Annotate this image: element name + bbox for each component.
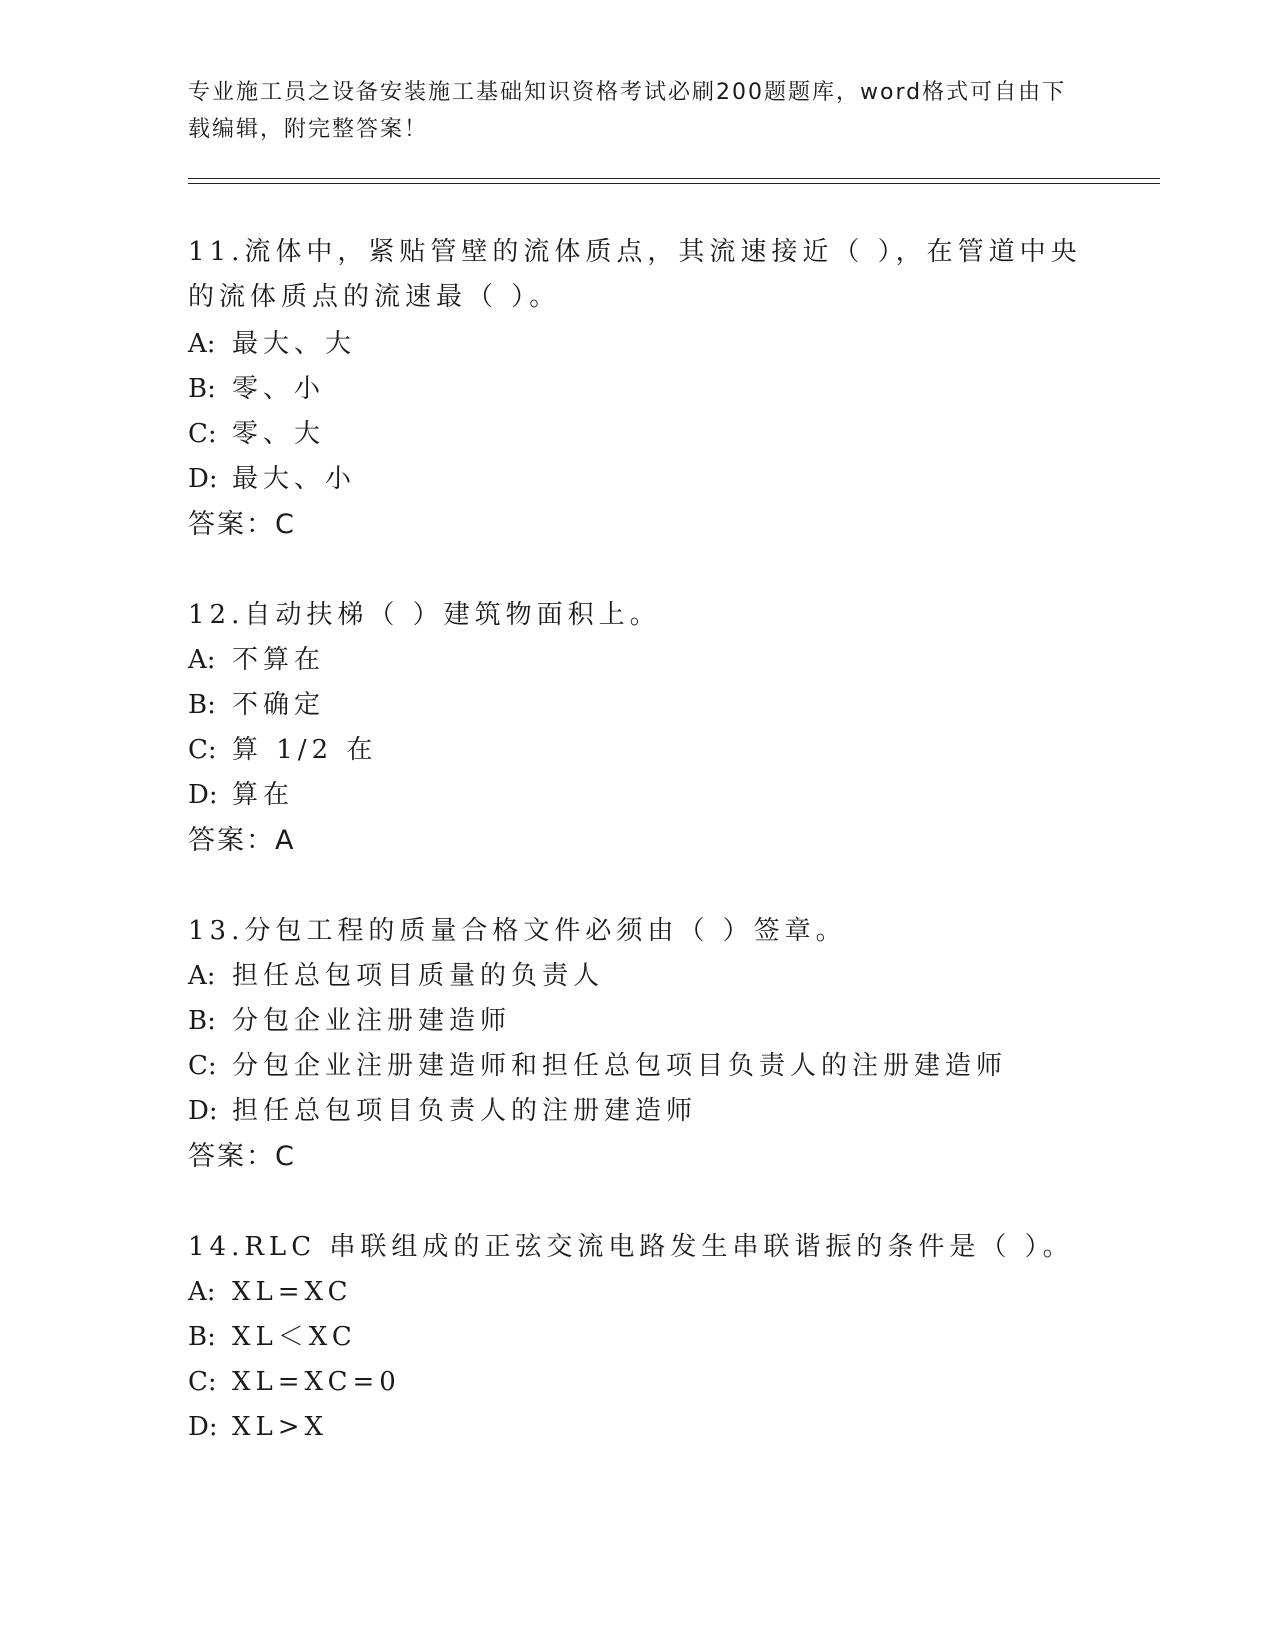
- option-text: 担任总包项目质量的负责人: [232, 961, 605, 991]
- option-text: 算在: [232, 780, 295, 810]
- option-letter: B:: [188, 1322, 216, 1352]
- question-12-option-d: [188, 773, 1088, 818]
- option-text: XL=XC=0: [232, 1367, 401, 1397]
- question-11-option-c: [188, 412, 1088, 457]
- question-14-option-b: [188, 1315, 1088, 1360]
- option-letter: C:: [188, 1367, 217, 1397]
- option-letter: C:: [188, 1051, 217, 1081]
- option-text: 零、大: [232, 419, 326, 449]
- question-11-option-d: [188, 457, 1088, 502]
- question-14-option-a: [188, 1270, 1088, 1315]
- option-letter: A:: [188, 645, 216, 675]
- option-letter: D:: [188, 1412, 218, 1442]
- question-13-option-d: [188, 1089, 1088, 1134]
- document-header: 专业施工员之设备安装施工基础知识资格考试必刷200题题库，word格式可自由下载编辑，附完整答案！: [188, 80, 1067, 142]
- option-text: 分包企业注册建造师和担任总包项目负责人的注册建造师: [232, 1051, 1008, 1081]
- option-letter: A:: [188, 1277, 216, 1307]
- question-11-answer: 答案：C: [188, 509, 296, 540]
- question-11-option-a: [188, 322, 1088, 367]
- option-letter: A:: [188, 329, 216, 359]
- option-letter: C:: [188, 735, 217, 765]
- question-14-text: 14.RLC 串联组成的正弦交流电路发生串联谐振的条件是（ ）。: [188, 1232, 1074, 1262]
- question-13-answer: 答案：C: [188, 1141, 296, 1172]
- option-text: 不确定: [232, 690, 326, 720]
- option-text: 算 1/2 在: [232, 735, 378, 765]
- header-rule-top: [188, 178, 1160, 179]
- option-letter: B:: [188, 374, 216, 404]
- option-letter: D:: [188, 780, 218, 810]
- option-text: 最大、大: [232, 329, 357, 359]
- option-text: XL＜XC: [232, 1322, 357, 1352]
- option-text: 分包企业注册建造师: [232, 1006, 512, 1036]
- option-letter: B:: [188, 1006, 216, 1036]
- option-text: 担任总包项目负责人的注册建造师: [232, 1096, 698, 1126]
- question-11-option-b: [188, 367, 1088, 412]
- option-letter: D:: [188, 464, 218, 494]
- option-text: 不算在: [232, 645, 326, 675]
- question-12-option-a: [188, 638, 1088, 683]
- option-text: XL=XC: [232, 1277, 353, 1307]
- question-12-text: 12.自动扶梯（ ）建筑物面积上。: [188, 600, 661, 630]
- question-13-option-c: [188, 1044, 1088, 1089]
- question-12-answer: 答案：A: [188, 825, 296, 856]
- option-text: 最大、小: [232, 464, 357, 494]
- question-13-option-b: [188, 999, 1088, 1044]
- question-12-option-c: [188, 728, 1088, 773]
- option-text: XL>X: [232, 1412, 329, 1442]
- option-letter: C:: [188, 419, 217, 449]
- question-14-option-c: [188, 1360, 1088, 1405]
- question-13-option-a: [188, 954, 1088, 999]
- question-11-text: 11.流体中，紧贴管壁的流体质点，其流速接近（ ），在管道中央的流体质点的流速最（ ）。: [188, 237, 1082, 312]
- question-14-option-d: [188, 1405, 1088, 1450]
- option-letter: B:: [188, 690, 216, 720]
- question-13-text: 13.分包工程的质量合格文件必须由（ ）签章。: [188, 916, 847, 946]
- option-text: 零、小: [232, 374, 326, 404]
- option-letter: D:: [188, 1096, 218, 1126]
- header-rule-bottom: [188, 183, 1160, 184]
- option-letter: A:: [188, 961, 216, 991]
- question-12-option-b: [188, 683, 1088, 728]
